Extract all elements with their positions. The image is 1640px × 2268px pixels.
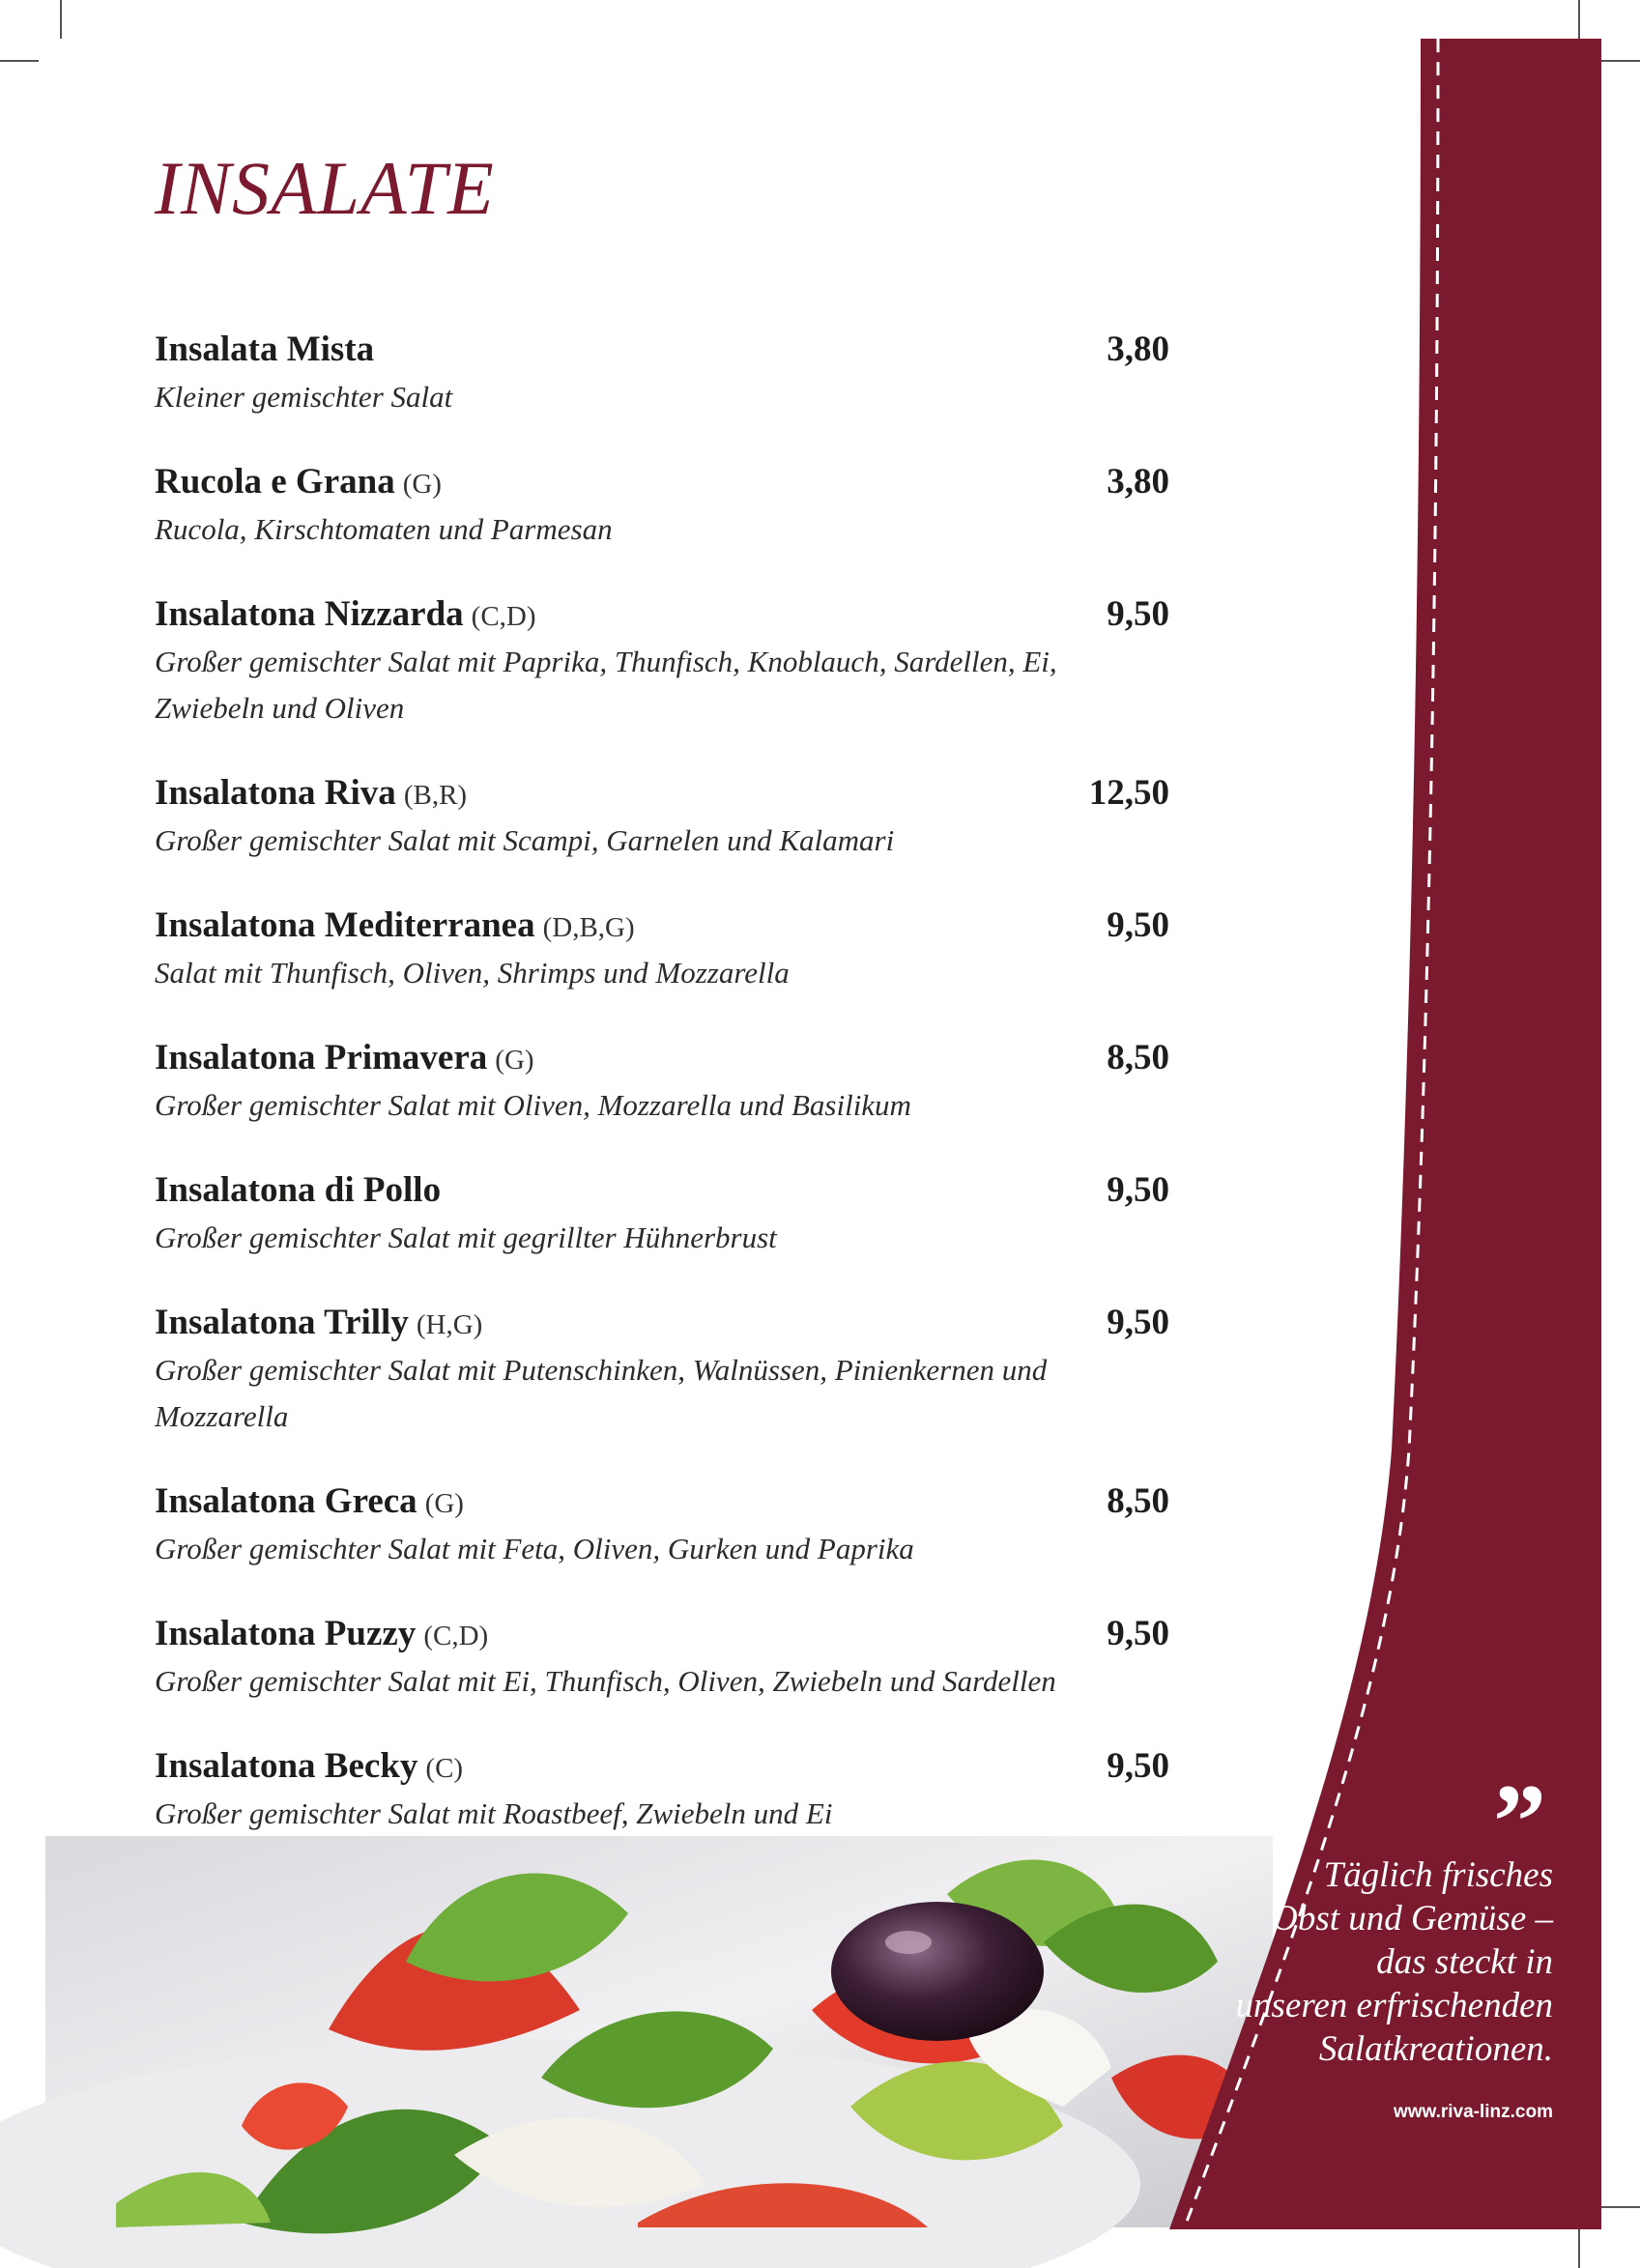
item-head bbox=[155, 1302, 1169, 1343]
item-price: 9,50 bbox=[1107, 1746, 1169, 1786]
item-allergens: (B,R) bbox=[403, 780, 468, 811]
item-price: 8,50 bbox=[1107, 1481, 1169, 1521]
item-title bbox=[155, 1169, 448, 1211]
website-link[interactable]: www.riva-linz.com bbox=[1393, 2102, 1553, 2122]
item-head bbox=[155, 1613, 1169, 1654]
item-name: Rucola e Grana bbox=[155, 462, 395, 502]
item-price: 8,50 bbox=[1107, 1038, 1169, 1077]
item-allergens: (G) bbox=[495, 1045, 534, 1076]
quote-icon: ” bbox=[1493, 1763, 1546, 1880]
menu-item bbox=[155, 772, 1169, 864]
item-price: 9,50 bbox=[1107, 905, 1169, 945]
item-description: Salat mit Thunfisch, Oliven, Shrimps und Mozzarella bbox=[155, 956, 790, 990]
item-title bbox=[155, 1302, 482, 1343]
item-price: 3,80 bbox=[1107, 330, 1169, 369]
item-head bbox=[155, 1745, 1169, 1787]
quote-line: Salatkreationen. bbox=[1318, 2029, 1553, 2069]
menu-item bbox=[155, 1302, 1169, 1440]
quote-line: unseren erfrischenden bbox=[1235, 1986, 1553, 2025]
quote-line: Obst und Gemüse – bbox=[1272, 1899, 1553, 1938]
item-head bbox=[155, 1037, 1169, 1078]
item-title bbox=[155, 1745, 463, 1787]
quote-text bbox=[1108, 1853, 1553, 2071]
item-price: 9,50 bbox=[1107, 1303, 1169, 1342]
item-head bbox=[155, 1480, 1169, 1522]
menu-item bbox=[155, 1037, 1169, 1129]
item-title bbox=[155, 904, 635, 946]
item-description: Großer gemischter Salat mit Scampi, Garnelen und Kalamari bbox=[155, 823, 895, 857]
item-name: Insalata Mista bbox=[155, 330, 375, 369]
item-allergens: (C,D) bbox=[471, 601, 536, 632]
item-title bbox=[155, 329, 382, 370]
item-name: Insalatona Greca bbox=[155, 1481, 417, 1521]
item-name: Insalatona Becky bbox=[155, 1746, 418, 1786]
item-allergens: (D,B,G) bbox=[542, 912, 635, 943]
menu-item bbox=[155, 1613, 1169, 1705]
quote-line: Täglich frisches bbox=[1323, 1855, 1553, 1895]
item-head bbox=[155, 904, 1169, 946]
page-title: INSALATE bbox=[155, 146, 495, 230]
item-title bbox=[155, 1037, 534, 1078]
quote-line: das steckt in bbox=[1376, 1942, 1553, 1982]
salad-photo bbox=[0, 1836, 1273, 2268]
item-description: Großer gemischter Salat mit Roastbeef, Zwiebeln und Ei bbox=[155, 1796, 833, 1830]
menu-item bbox=[155, 1169, 1169, 1261]
menu-item bbox=[155, 329, 1169, 420]
item-description: Großer gemischter Salat mit Ei, Thunfisch, Oliven, Zwiebeln und Sardellen bbox=[155, 1664, 1056, 1698]
item-price: 9,50 bbox=[1107, 1614, 1169, 1653]
item-allergens: (C) bbox=[425, 1753, 464, 1784]
menu-item bbox=[155, 593, 1169, 732]
item-price: 12,50 bbox=[1088, 773, 1169, 813]
item-description: Großer gemischter Salat mit Putenschinken, Walnüssen, Pinienkernen und Mozzarella bbox=[155, 1353, 1048, 1433]
item-head bbox=[155, 1169, 1169, 1211]
menu-list bbox=[155, 329, 1169, 1878]
item-head bbox=[155, 593, 1169, 635]
item-price: 9,50 bbox=[1107, 594, 1169, 634]
item-head bbox=[155, 461, 1169, 502]
item-head bbox=[155, 772, 1169, 814]
item-description: Großer gemischter Salat mit Feta, Oliven, Gurken und Paprika bbox=[155, 1532, 914, 1565]
item-allergens: (H,G) bbox=[416, 1309, 483, 1340]
item-title bbox=[155, 772, 467, 814]
item-title bbox=[155, 593, 536, 635]
item-allergens: (G) bbox=[424, 1488, 464, 1519]
item-title bbox=[155, 1613, 488, 1654]
item-name: Insalatona Primavera bbox=[155, 1038, 488, 1077]
item-title bbox=[155, 461, 442, 502]
item-description: Großer gemischter Salat mit Oliven, Mozzarella und Basilikum bbox=[155, 1088, 911, 1122]
item-name: Insalatona Nizzarda bbox=[155, 594, 464, 634]
menu-item bbox=[155, 1480, 1169, 1572]
menu-item bbox=[155, 461, 1169, 553]
item-allergens: (G) bbox=[402, 469, 442, 500]
item-name: Insalatona Mediterranea bbox=[155, 905, 535, 945]
item-head bbox=[155, 329, 1169, 370]
item-allergens: (C,D) bbox=[423, 1621, 489, 1651]
menu-item bbox=[155, 1745, 1169, 1837]
item-price: 3,80 bbox=[1107, 462, 1169, 502]
item-description: Großer gemischter Salat mit gegrillter Hühnerbrust bbox=[155, 1220, 777, 1254]
item-description: Kleiner gemischter Salat bbox=[155, 380, 453, 414]
menu-item bbox=[155, 904, 1169, 996]
item-price: 9,50 bbox=[1107, 1170, 1169, 1210]
item-name: Insalatona Trilly bbox=[155, 1303, 409, 1342]
item-name: Insalatona Riva bbox=[155, 773, 396, 813]
item-title bbox=[155, 1480, 464, 1522]
item-description: Rucola, Kirschtomaten und Parmesan bbox=[155, 512, 613, 546]
item-name: Insalatona Puzzy bbox=[155, 1614, 417, 1653]
item-name: Insalatona di Pollo bbox=[155, 1170, 442, 1210]
item-description: Großer gemischter Salat mit Paprika, Thunfisch, Knoblauch, Sardellen, Ei, Zwiebeln und Oliven bbox=[155, 645, 1057, 725]
